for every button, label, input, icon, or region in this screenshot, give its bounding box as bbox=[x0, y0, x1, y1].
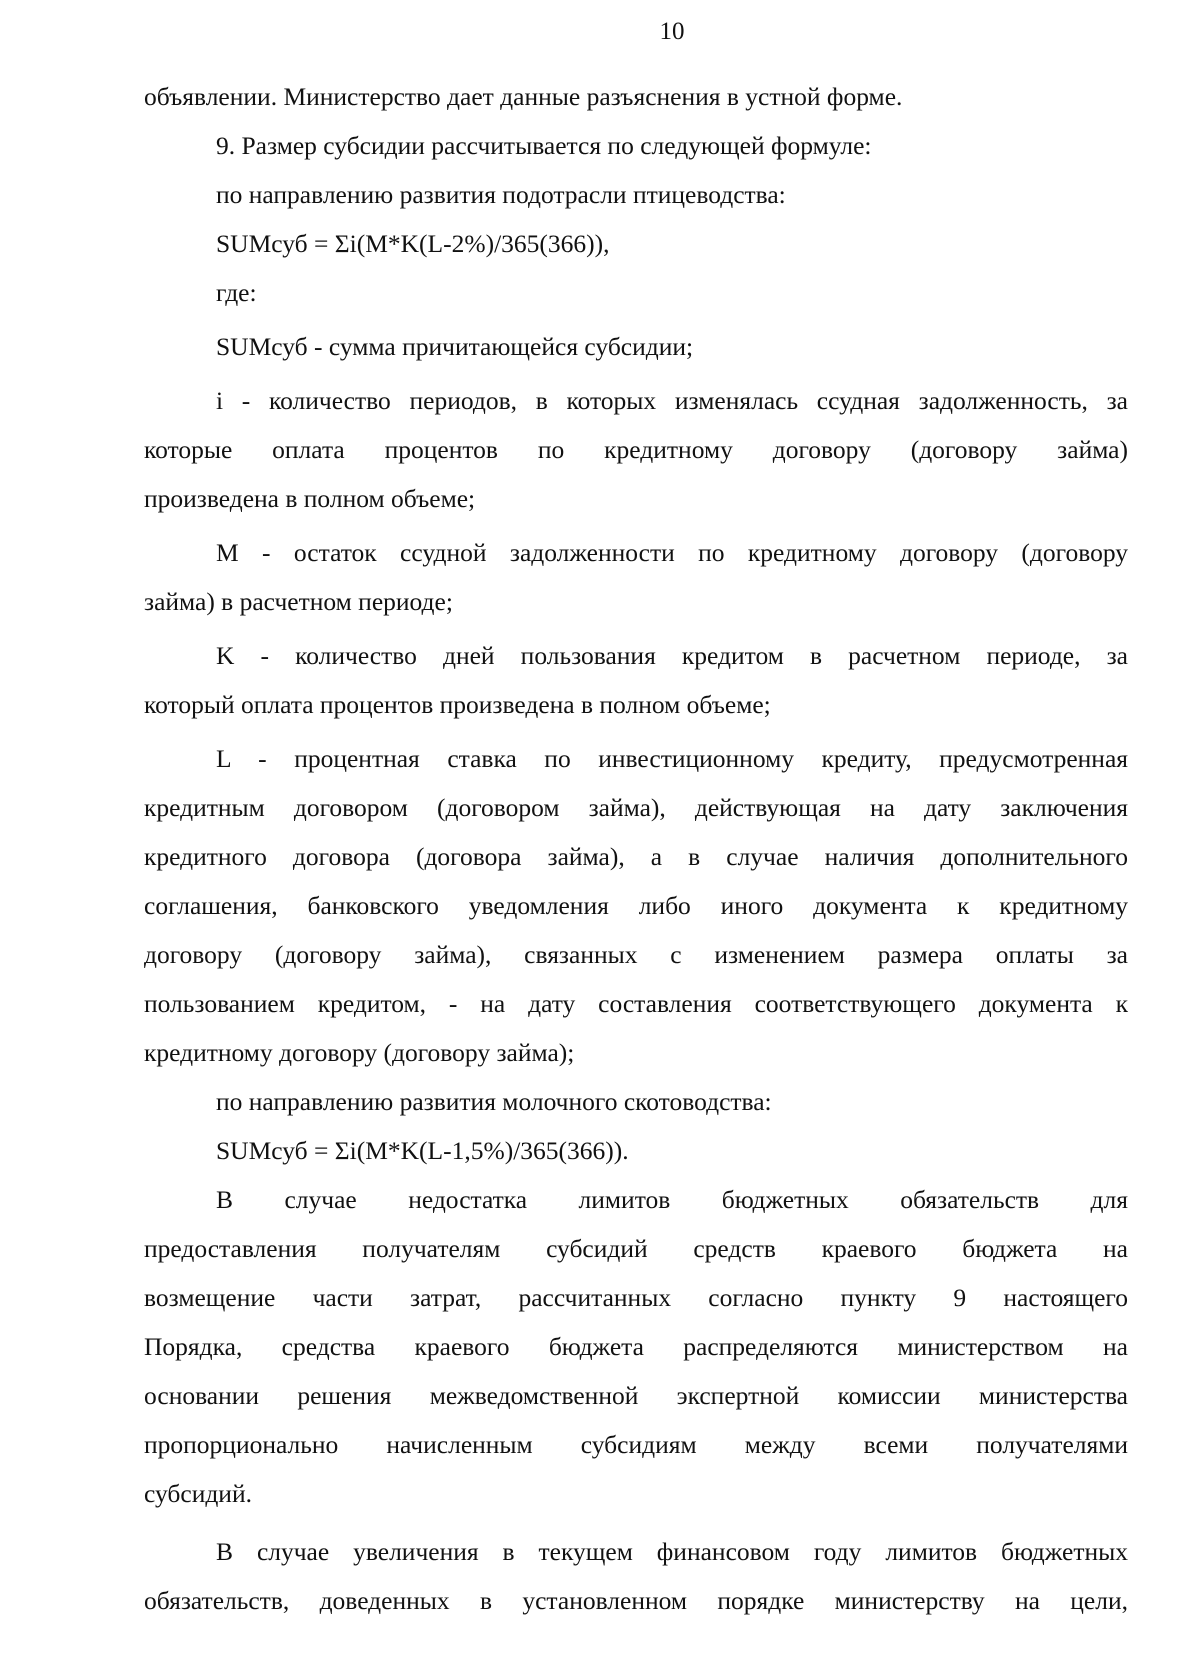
formula-poultry: SUMсуб = Σi(M*K(L-2%)/365(366)), bbox=[216, 229, 610, 258]
text-line: обязательств, доведенных в установленном порядке министерству на цели, bbox=[144, 1586, 1128, 1615]
text-line: по направлению развития молочного скотоводства: bbox=[216, 1087, 772, 1116]
definition-k: K - количество дней пользования кредитом в расчетном периоде, за bbox=[216, 641, 1128, 670]
document-body bbox=[144, 72, 1128, 1625]
text-line: по направлению развития подотрасли птицеводства: bbox=[216, 180, 786, 209]
text-line: возмещение части затрат, рассчитанных согласно пункту 9 настоящего bbox=[144, 1283, 1128, 1312]
text-line: кредитным договором (договором займа), действующая на дату заключения bbox=[144, 793, 1128, 822]
text-line: основании решения межведомственной экспертной комиссии министерства bbox=[144, 1381, 1128, 1410]
text-line: пропорционально начисленным субсидиям между всеми получателями bbox=[144, 1430, 1128, 1459]
text-line: Порядка, средства краевого бюджета распределяются министерством на bbox=[144, 1332, 1128, 1361]
text-line: кредитному договору (договору займа); bbox=[144, 1038, 575, 1067]
text-line: предоставления получателям субсидий средств краевого бюджета на bbox=[144, 1234, 1128, 1263]
text-line: где: bbox=[216, 278, 257, 307]
text-line: кредитного договора (договора займа), а в случае наличия дополнительного bbox=[144, 842, 1128, 871]
definition-sum: SUMсуб - сумма причитающейся субсидии; bbox=[216, 332, 694, 361]
text-line: объявлении. Министерство дает данные разъяснения в устной форме. bbox=[144, 82, 903, 111]
formula-dairy: SUMсуб = Σi(M*K(L-1,5%)/365(366)). bbox=[216, 1136, 629, 1165]
text-line: соглашения, банковского уведомления либо иного документа к кредитному bbox=[144, 891, 1128, 920]
paragraph-shortage: В случае недостатка лимитов бюджетных обязательств для bbox=[216, 1185, 1128, 1214]
definition-l: L - процентная ставка по инвестиционному кредиту, предусмотренная bbox=[216, 744, 1128, 773]
paragraph-increase: В случае увеличения в текущем финансовом году лимитов бюджетных bbox=[216, 1537, 1128, 1566]
text-line: субсидий. bbox=[144, 1479, 252, 1508]
page-number: 10 bbox=[659, 18, 685, 45]
definition-i: i - количество периодов, в которых изменялась ссудная задолженность, за bbox=[216, 386, 1128, 415]
paragraph-9-heading: 9. Размер субсидии рассчитывается по следующей формуле: bbox=[216, 131, 872, 160]
definition-m: M - остаток ссудной задолженности по кредитному договору (договору bbox=[216, 538, 1128, 567]
text-line: который оплата процентов произведена в полном объеме; bbox=[144, 690, 771, 719]
text-line: договору (договору займа), связанных с изменением размера оплаты за bbox=[144, 940, 1128, 969]
text-line: займа) в расчетном периоде; bbox=[144, 587, 453, 616]
text-line: которые оплата процентов по кредитному договору (договору займа) bbox=[144, 435, 1128, 464]
text-line: пользованием кредитом, - на дату составления соответствующего документа к bbox=[144, 989, 1128, 1018]
text-line: произведена в полном объеме; bbox=[144, 484, 476, 513]
